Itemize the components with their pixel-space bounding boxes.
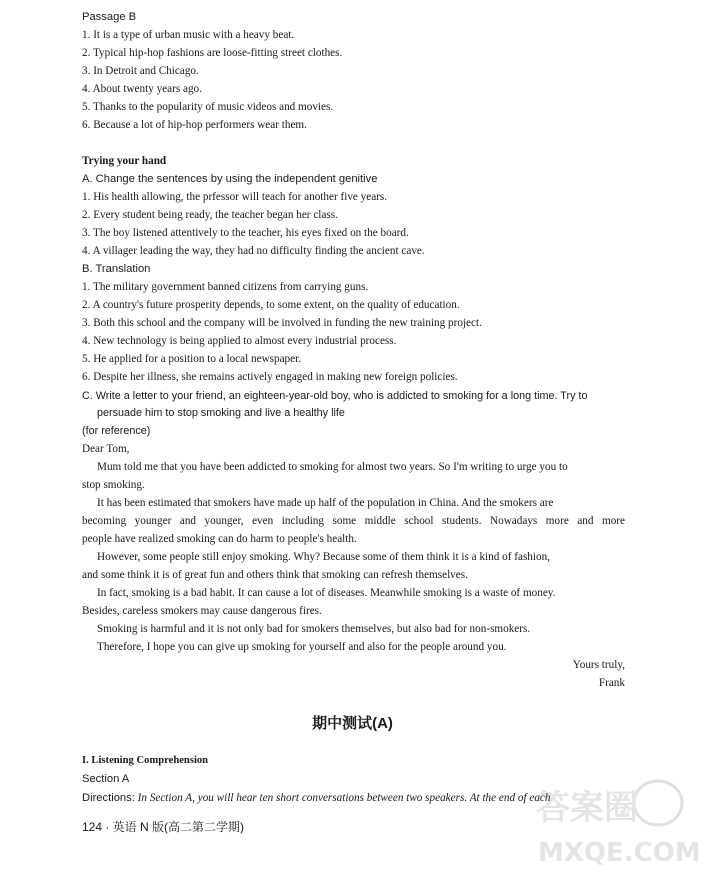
section-c-heading-line-2: persuade him to stop smoking and live a healthy life xyxy=(97,407,345,419)
passage-b-answer-5: 5. Thanks to the popularity of music videos and movies. xyxy=(82,101,334,113)
letter-paragraph-4-line-2: Besides, careless smokers may cause dangerous fires. xyxy=(82,605,322,617)
section-b-answer-3: 3. Both this school and the company will be involved in funding the new training project. xyxy=(82,317,482,329)
watermark-top-text: 答案圈 xyxy=(536,788,638,828)
listening-section-a-heading: Section A xyxy=(82,773,130,785)
watermark-logo xyxy=(528,775,698,870)
letter-paragraph-3-line-2: and some think it is of great fun and others think that smoking can refresh themselves. xyxy=(82,569,468,581)
page-footer: 124 · 英语 N 版(高二第二学期) xyxy=(82,820,245,834)
passage-b-answer-6: 6. Because a lot of hip-hop performers wear them. xyxy=(82,119,307,131)
letter-paragraph-1-line-2: stop smoking. xyxy=(82,479,145,491)
watermark-circle xyxy=(634,781,682,825)
letter-paragraph-1-line-1: Mum told me that you have been addicted to smoking for almost two years. So I'm writing to urge you to xyxy=(97,461,568,473)
watermark-bottom-text: MXQE.COM xyxy=(538,838,698,868)
section-a-answer-2: 2. Every student being ready, the teacher began her class. xyxy=(82,209,338,221)
letter-signature: Frank xyxy=(598,677,625,689)
section-b-heading: B. Translation xyxy=(82,263,151,275)
section-a-heading: A. Change the sentences by using the independent genitive xyxy=(82,173,378,185)
letter-paragraph-2-line-2: becoming younger and younger, even including some middle school students. Nowadays more and more xyxy=(82,515,625,527)
section-b-answer-6: 6. Despite her illness, she remains actively engaged in making new foreign policies. xyxy=(82,371,458,383)
listening-comprehension-heading: I. Listening Comprehension xyxy=(82,755,209,766)
watermark-graphic xyxy=(528,775,698,870)
section-c-heading-line-1: C. Write a letter to your friend, an eighteen-year-old boy, who is addicted to smoking for a long time. Try to xyxy=(82,390,588,402)
section-a-answer-3: 3. The boy listened attentively to the teacher, his eyes fixed on the board. xyxy=(82,227,409,239)
reference-note: (for reference) xyxy=(82,425,151,437)
letter-paragraph-5: Smoking is harmful and it is not only bad for smokers themselves, but also bad for non-smokers. xyxy=(97,623,531,635)
passage-b-answer-1: 1. It is a type of urban music with a heavy beat. xyxy=(82,29,295,41)
letter-paragraph-6: Therefore, I hope you can give up smoking for yourself and also for the people around you. xyxy=(97,641,507,653)
letter-salutation: Dear Tom, xyxy=(82,443,130,455)
section-b-answer-5: 5. He applied for a position to a local newspaper. xyxy=(82,353,302,365)
section-b-answer-1: 1. The military government banned citizens from carrying guns. xyxy=(82,281,369,293)
passage-b-answer-2: 2. Typical hip-hop fashions are loose-fitting street clothes. xyxy=(82,47,343,59)
directions-text: In Section A, you will hear ten short conversations between two speakers. At the end of each xyxy=(137,792,551,804)
section-a-answer-1: 1. His health allowing, the prfessor will teach for another five years. xyxy=(82,191,388,203)
letter-closing: Yours truly, xyxy=(572,659,625,671)
section-b-answer-2: 2. A country's future prosperity depends, to some extent, on the quality of education. xyxy=(82,299,460,311)
listening-directions xyxy=(82,791,550,805)
passage-b-answer-4: 4. About twenty years ago. xyxy=(82,83,202,95)
letter-paragraph-3-line-1: However, some people still enjoy smoking. Why? Because some of them think it is a kind of fashion, xyxy=(97,551,550,563)
passage-b-heading: Passage B xyxy=(82,11,137,23)
section-a-answer-4: 4. A villager leading the way, they had no difficulty finding the ancient cave. xyxy=(82,245,425,257)
letter-paragraph-4-line-1: In fact, smoking is a bad habit. It can cause a lot of diseases. Meanwhile smoking is a waste of money. xyxy=(97,587,556,599)
letter-paragraph-2-line-3: people have realized smoking can do harm to people's health. xyxy=(82,533,357,545)
letter-paragraph-2-line-1: It has been estimated that smokers have made up half of the population in China. And the smokers are xyxy=(97,497,554,509)
exam-title: 期中测试(A) xyxy=(312,715,393,732)
directions-label: Directions: xyxy=(82,792,135,804)
trying-your-hand-heading: Trying your hand xyxy=(82,155,167,167)
section-b-answer-4: 4. New technology is being applied to almost every industrial process. xyxy=(82,335,397,347)
passage-b-answer-3: 3. In Detroit and Chicago. xyxy=(82,65,199,77)
